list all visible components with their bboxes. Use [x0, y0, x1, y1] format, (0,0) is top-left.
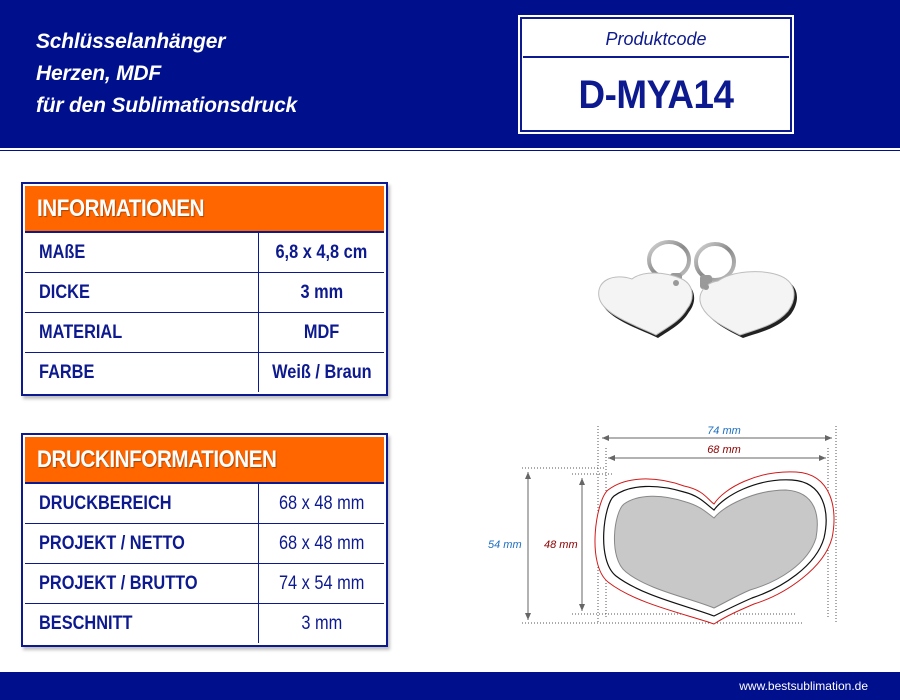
print-value: 3 mm — [301, 613, 342, 634]
print-value: 74 x 54 mm — [278, 573, 365, 594]
footer-bar — [0, 672, 900, 700]
info-label: FARBE — [25, 353, 259, 392]
title-line-2: Herzen, MDF — [36, 62, 161, 85]
print-label: PROJEKT / NETTO — [25, 524, 259, 563]
info-value: 6,8 x 4,8 cm — [275, 242, 368, 263]
print-label: BESCHNITT — [25, 604, 259, 643]
heart-keychain-left — [599, 273, 694, 338]
print-info-table — [21, 433, 388, 647]
product-photo — [592, 235, 802, 345]
table-row — [25, 563, 384, 603]
inner-width-label: 68 mm — [707, 444, 741, 456]
table-row — [25, 312, 384, 352]
print-value: 68 x 48 mm — [278, 533, 365, 554]
print-label: PROJEKT / BRUTTO — [25, 564, 259, 603]
print-label: DRUCKBEREICH — [25, 484, 259, 523]
table-row — [25, 523, 384, 563]
header-divider — [0, 150, 900, 151]
table-row — [25, 603, 384, 643]
info-label: MAßE — [25, 233, 259, 272]
inner-height-label: 48 mm — [544, 539, 578, 551]
table-row — [25, 232, 384, 272]
info-table-title: INFORMATIONEN — [25, 186, 384, 232]
title-line-3: für den Sublimationsdruck — [36, 94, 298, 117]
print-value: 68 x 48 mm — [278, 493, 365, 514]
product-code-box — [518, 15, 794, 134]
info-table — [21, 182, 388, 396]
outer-height-label: 54 mm — [488, 539, 522, 551]
product-title — [36, 26, 297, 122]
inner-height-arrow — [579, 478, 585, 611]
print-table-title: DRUCKINFORMATIONEN — [25, 437, 384, 483]
product-code-label: Produktcode — [523, 20, 789, 58]
table-row — [25, 272, 384, 312]
info-value: MDF — [303, 322, 340, 343]
table-row — [25, 352, 384, 392]
heart-keychain-right — [700, 272, 797, 338]
info-label: DICKE — [25, 273, 259, 312]
info-label: MATERIAL — [25, 313, 259, 352]
dimension-diagram — [486, 418, 846, 633]
table-row — [25, 483, 384, 523]
outer-height-arrow — [525, 472, 531, 620]
title-line-1: Schlüsselanhänger — [36, 30, 226, 53]
website-url: www.bestsublimation.de — [739, 679, 868, 693]
product-code-value: D-MYA14 — [578, 73, 734, 117]
info-value: Weiß / Braun — [271, 362, 372, 383]
info-value: 3 mm — [300, 282, 343, 303]
outer-width-label: 74 mm — [707, 425, 741, 437]
